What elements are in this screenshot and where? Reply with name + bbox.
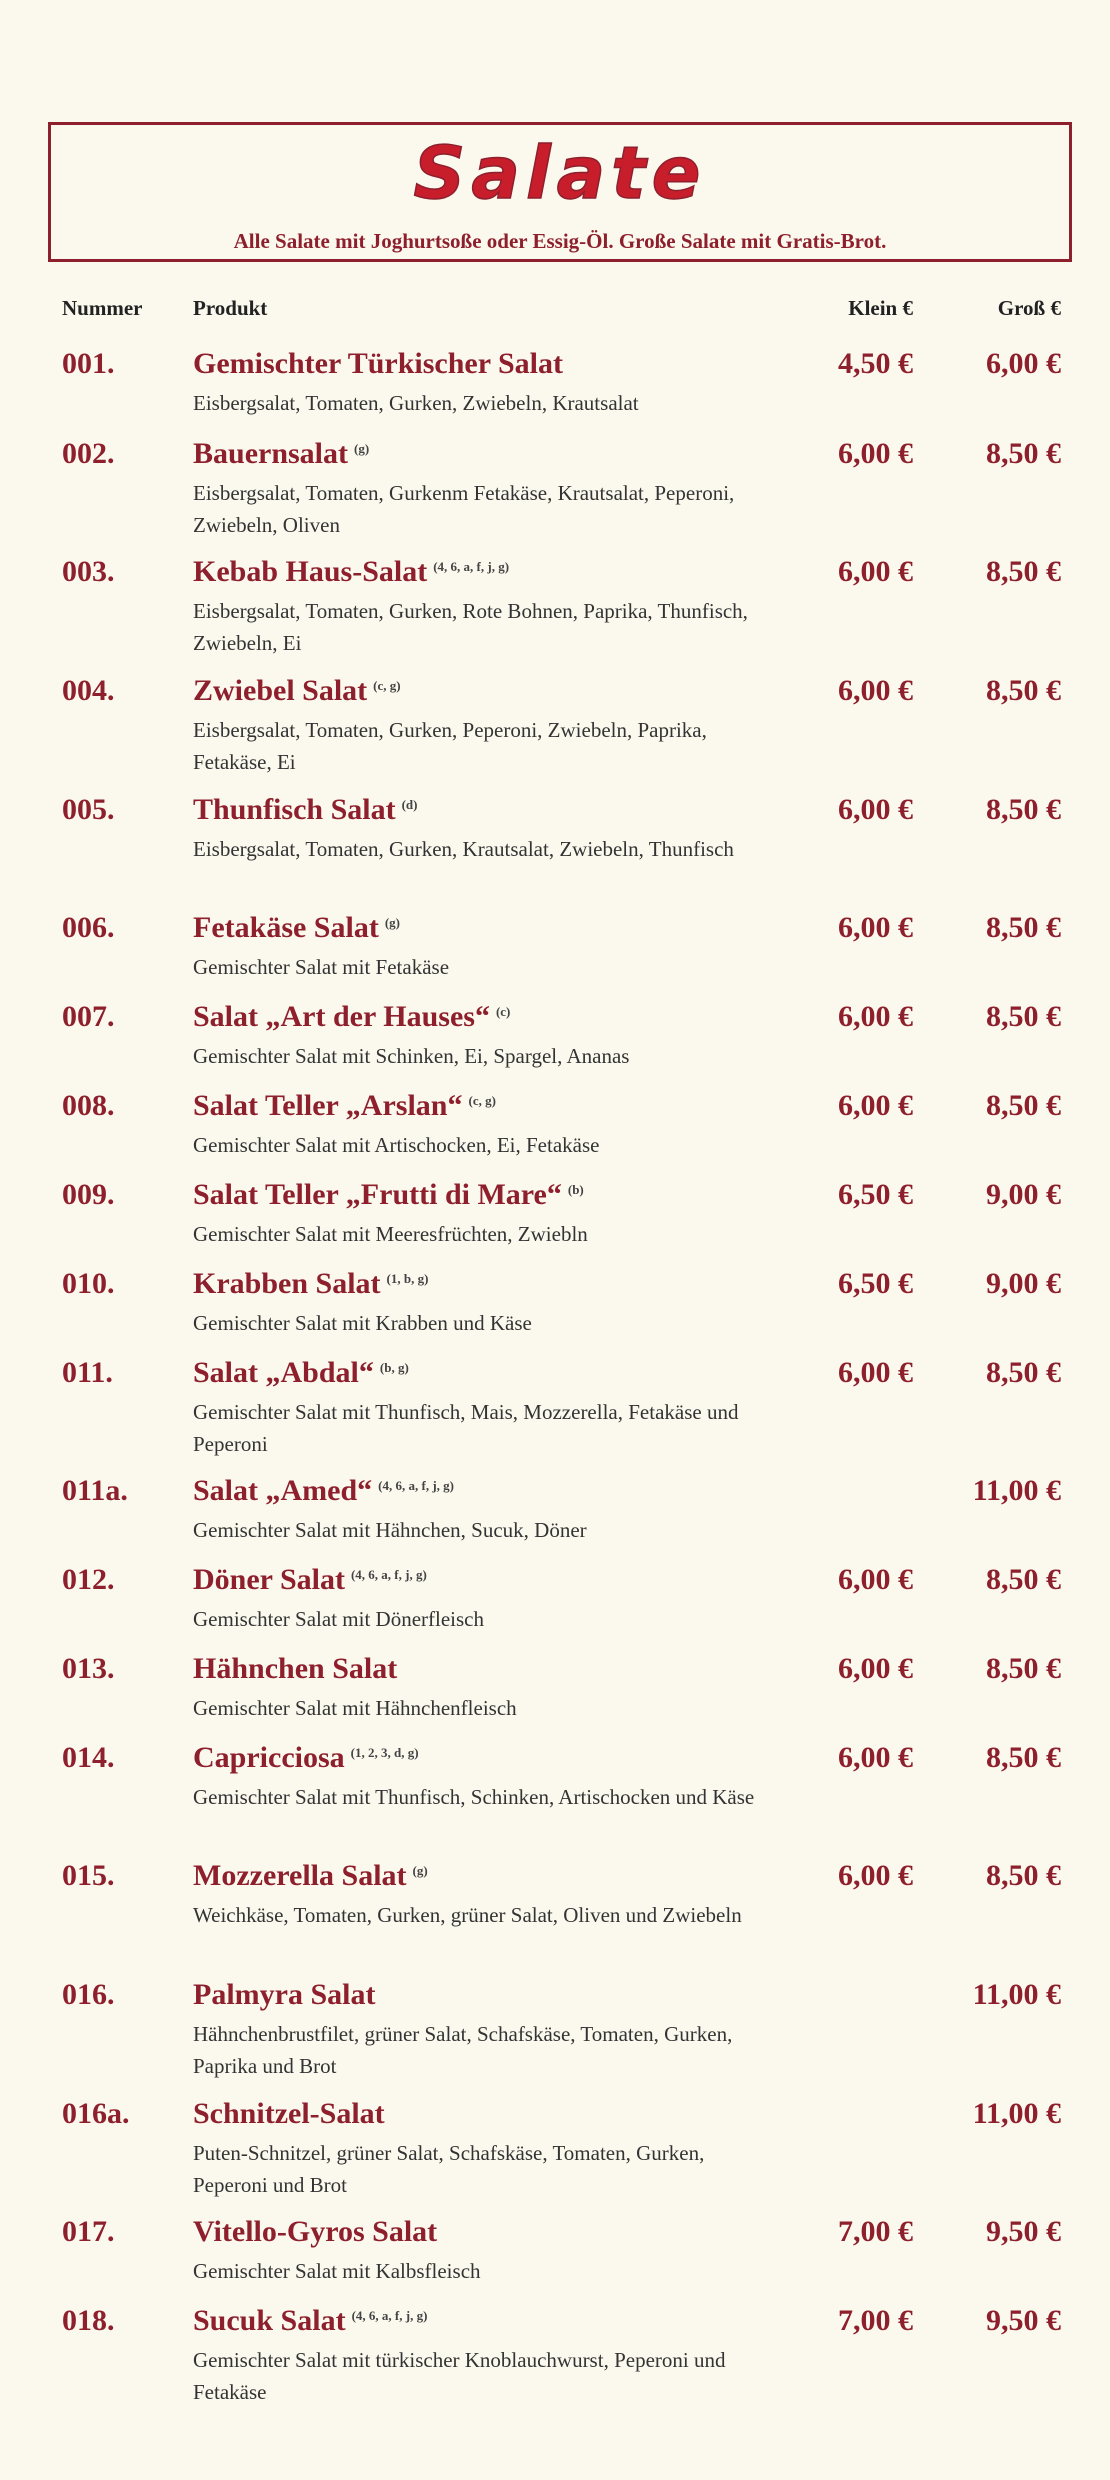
item-name: [193, 674, 401, 708]
item-number: 008.: [62, 1089, 115, 1122]
item-name: [193, 1859, 428, 1893]
item-name-text: Palmyra Salat: [193, 1978, 376, 2011]
item-name-text: Mozzerella Salat: [193, 1859, 407, 1892]
item-number: 018.: [62, 2304, 115, 2337]
item-name-text: Salat Teller „Arslan“: [193, 1089, 463, 1122]
item-description: Eisbergsalat, Tomaten, Gurkenm Fetakäse, Krautsalat, Peperoni, Zwiebeln, Oliven: [193, 481, 735, 537]
item-number: 002.: [62, 437, 115, 470]
price-small: 6,00 €: [838, 1563, 913, 1596]
price-large: 11,00 €: [972, 1474, 1061, 1507]
item-name: [193, 1563, 427, 1597]
price-large: 8,50 €: [986, 793, 1061, 826]
item-name: [193, 1178, 584, 1212]
item-name: [193, 1000, 510, 1034]
price-large: 8,50 €: [986, 1652, 1061, 1685]
item-name-text: Kebab Haus-Salat: [193, 555, 428, 588]
column-header-large: Groß €: [997, 296, 1061, 320]
item-number: 005.: [62, 793, 115, 826]
item-description: Eisbergsalat, Tomaten, Gurken, Rote Bohnen, Paprika, Thunfisch, Zwiebeln, Ei: [193, 599, 748, 655]
price-large: 9,50 €: [986, 2215, 1061, 2248]
menu-header: [48, 122, 1072, 262]
column-header-product: Produkt: [193, 296, 268, 320]
price-large: 8,50 €: [986, 674, 1061, 707]
item-name-text: Schnitzel-Salat: [193, 2097, 385, 2130]
item-number: 013.: [62, 1652, 115, 1685]
price-small: 6,00 €: [838, 674, 913, 707]
price-large: 11,00 €: [972, 2097, 1061, 2130]
allergen-codes: (g): [384, 915, 400, 930]
item-description: Gemischter Salat mit Kalbsfleisch: [193, 2259, 481, 2283]
price-small: 6,00 €: [838, 1859, 913, 1892]
price-large: 8,50 €: [986, 555, 1061, 588]
allergen-codes: (g): [354, 441, 370, 456]
allergen-codes: (1, 2, 3, d, g): [350, 1745, 419, 1760]
item-name-text: Capricciosa: [193, 1741, 345, 1774]
item-description: Gemischter Salat mit Thunfisch, Mais, Mozzerella, Fetakäse und Peperoni: [193, 1400, 739, 1456]
item-name-text: Gemischter Türkischer Salat: [193, 347, 563, 380]
item-description: Gemischter Salat mit Schinken, Ei, Spargel, Ananas: [193, 1044, 630, 1068]
item-name-text: Salat Teller „Frutti di Mare“: [193, 1178, 562, 1211]
item-number: 016a.: [62, 2097, 130, 2130]
allergen-codes: (4, 6, a, f, j, g): [350, 1567, 427, 1582]
price-small: 6,00 €: [838, 793, 913, 826]
item-number: 012.: [62, 1563, 115, 1596]
item-name: [193, 347, 563, 381]
item-name-text: Zwiebel Salat: [193, 674, 368, 707]
price-large: 8,50 €: [986, 911, 1061, 944]
allergen-codes: (c): [495, 1004, 511, 1019]
price-small: 4,50 €: [838, 347, 913, 380]
price-small: 6,00 €: [838, 1741, 913, 1774]
price-small: 6,00 €: [838, 1089, 913, 1122]
page-subtitle: Alle Salate mit Joghurtsoße oder Essig-Öl. Große Salate mit Gratis-Brot.: [233, 229, 887, 253]
price-small: 6,00 €: [838, 911, 913, 944]
price-small: 6,00 €: [838, 437, 913, 470]
item-name: [193, 1089, 496, 1123]
item-description: Eisbergsalat, Tomaten, Gurken, Zwiebeln, Krautsalat: [193, 391, 639, 415]
price-large: 9,50 €: [986, 2304, 1061, 2337]
item-name: [193, 555, 509, 589]
allergen-codes: (4, 6, a, f, j, g): [378, 1478, 454, 1493]
item-number: 004.: [62, 674, 115, 707]
price-large: 8,50 €: [986, 437, 1061, 470]
item-name-text: Döner Salat: [193, 1563, 345, 1596]
allergen-codes: (c, g): [373, 678, 401, 693]
price-large: 8,50 €: [986, 1089, 1061, 1122]
item-description: Gemischter Salat mit Thunfisch, Schinken, Artischocken und Käse: [193, 1785, 755, 1809]
item-description: Gemischter Salat mit Dönerfleisch: [193, 1607, 484, 1631]
item-description: Gemischter Salat mit Meeresfrüchten, Zwiebln: [193, 1222, 588, 1246]
item-description: Gemischter Salat mit Hähnchen, Sucuk, Döner: [193, 1518, 587, 1542]
item-name: [193, 1978, 375, 2012]
item-name-text: Salat „Art der Hauses“: [193, 1000, 490, 1033]
item-name-text: Hähnchen Salat: [193, 1652, 398, 1685]
column-header-small: Klein €: [848, 296, 913, 320]
item-name-text: Thunfisch Salat: [193, 793, 396, 826]
item-description: Hähnchenbrustfilet, grüner Salat, Schafskäse, Tomaten, Gurken, Paprika und Brot: [193, 2022, 733, 2078]
price-small: 6,00 €: [838, 555, 913, 588]
allergen-codes: (b, g): [379, 1360, 409, 1375]
item-description: Gemischter Salat mit türkischer Knoblauchwurst, Peperoni und Fetakäse: [193, 2348, 726, 2404]
price-small: 6,50 €: [838, 1178, 913, 1211]
item-number: 017.: [62, 2215, 115, 2248]
item-name: [193, 1652, 397, 1686]
item-number: 016.: [62, 1978, 115, 2011]
item-name: [193, 1474, 454, 1508]
item-number: 001.: [62, 347, 115, 380]
price-large: 9,00 €: [986, 1178, 1061, 1211]
item-name: [193, 1741, 419, 1775]
price-small: 7,00 €: [838, 2304, 913, 2337]
price-small: 6,00 €: [838, 1652, 913, 1685]
item-number: 014.: [62, 1741, 115, 1774]
allergen-codes: (c, g): [468, 1093, 496, 1108]
allergen-codes: (d): [401, 797, 418, 812]
item-name-text: Fetakäse Salat: [193, 911, 379, 944]
column-header-number: Nummer: [62, 296, 143, 320]
price-small: 6,50 €: [838, 1267, 913, 1300]
item-description: Gemischter Salat mit Fetakäse: [193, 955, 450, 979]
price-large: 6,00 €: [986, 347, 1061, 380]
item-description: Eisbergsalat, Tomaten, Gurken, Peperoni, Zwiebeln, Paprika, Fetakäse, Ei: [193, 718, 707, 774]
price-small: 7,00 €: [838, 2215, 913, 2248]
item-description: Gemischter Salat mit Krabben und Käse: [193, 1311, 532, 1335]
item-description: Eisbergsalat, Tomaten, Gurken, Krautsalat, Zwiebeln, Thunfisch: [193, 837, 734, 861]
price-large: 8,50 €: [986, 1859, 1061, 1892]
item-description: Gemischter Salat mit Artischocken, Ei, Fetakäse: [193, 1133, 600, 1157]
item-number: 006.: [62, 911, 115, 944]
item-number: 015.: [62, 1859, 115, 1892]
item-name: [193, 2304, 427, 2338]
item-name: [193, 2215, 437, 2249]
item-number: 007.: [62, 1000, 115, 1033]
item-number: 003.: [62, 555, 115, 588]
allergen-codes: (b): [567, 1182, 584, 1197]
item-name-text: Sucuk Salat: [193, 2304, 346, 2337]
item-number: 011.: [62, 1356, 113, 1389]
item-name: [193, 1356, 409, 1390]
price-small: 6,00 €: [838, 1000, 913, 1033]
item-name: [193, 911, 400, 945]
item-name-text: Vitello-Gyros Salat: [193, 2215, 438, 2248]
item-number: 011a.: [62, 1474, 128, 1507]
price-large: 11,00 €: [972, 1978, 1061, 2011]
allergen-codes: (4, 6, a, f, j, g): [351, 2308, 428, 2323]
item-name: [193, 437, 369, 471]
price-large: 8,50 €: [986, 1741, 1061, 1774]
item-name-text: Salat „Abdal“: [193, 1356, 374, 1389]
item-description: Weichkäse, Tomaten, Gurken, grüner Salat, Oliven und Zwiebeln: [193, 1903, 742, 1927]
price-large: 9,00 €: [986, 1267, 1061, 1300]
item-name: [193, 793, 417, 827]
item-name-text: Krabben Salat: [193, 1267, 381, 1300]
item-number: 009.: [62, 1178, 115, 1211]
price-large: 8,50 €: [986, 1563, 1061, 1596]
price-small: 6,00 €: [838, 1356, 913, 1389]
item-number: 010.: [62, 1267, 115, 1300]
item-name-text: Salat „Amed“: [193, 1474, 373, 1507]
price-large: 8,50 €: [986, 1356, 1061, 1389]
item-name: [193, 1267, 428, 1301]
item-description: Gemischter Salat mit Hähnchenfleisch: [193, 1696, 517, 1720]
item-name: [193, 2097, 385, 2131]
allergen-codes: (4, 6, a, f, j, g): [433, 559, 510, 574]
item-description: Puten-Schnitzel, grüner Salat, Schafskäse, Tomaten, Gurken, Peperoni und Brot: [193, 2141, 705, 2197]
item-name-text: Bauernsalat: [193, 437, 349, 470]
price-large: 8,50 €: [986, 1000, 1061, 1033]
allergen-codes: (g): [412, 1863, 428, 1878]
allergen-codes: (1, b, g): [386, 1271, 429, 1286]
page-title: Salate: [413, 131, 707, 215]
